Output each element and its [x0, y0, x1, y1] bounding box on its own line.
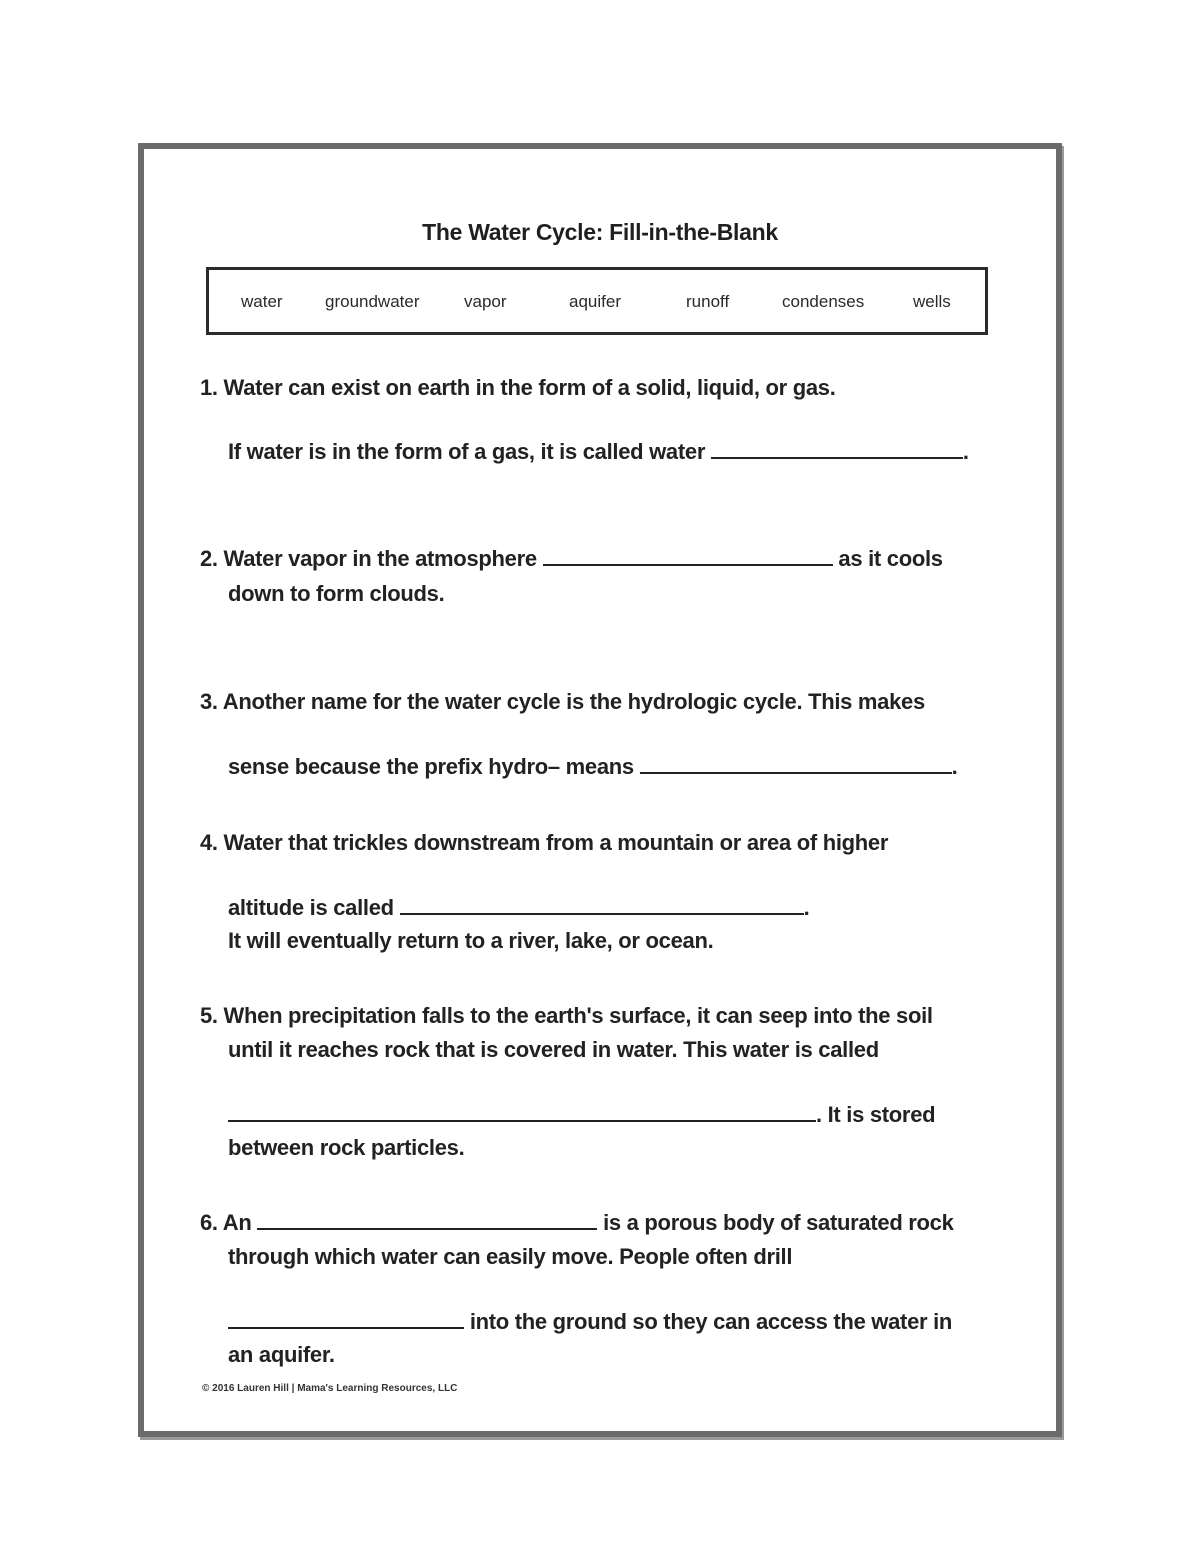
answer-blank-5[interactable] — [228, 1102, 816, 1122]
question-3-text: 3. Another name for the water cycle is the hydrologic cycle. This makes — [200, 689, 925, 714]
question-2-continued: down to form clouds. — [228, 581, 445, 606]
word-bank — [206, 267, 988, 335]
question-6-end: an aquifer. — [228, 1342, 335, 1367]
worksheet-page — [138, 143, 1062, 1437]
question-1-prompt — [228, 439, 969, 465]
question-5-text: 5. When precipitation falls to the earth's surface, it can seep into the soil — [200, 1003, 933, 1028]
word-bank-item: wells — [913, 292, 951, 311]
answer-blank-4[interactable] — [400, 895, 804, 915]
question-1-period: . — [962, 439, 969, 464]
question-2-text-end: as it cools — [838, 546, 943, 571]
word-bank-item: aquifer — [569, 292, 621, 311]
question-6-continued: through which water can easily move. People often drill — [228, 1244, 793, 1269]
question-5-prompt — [228, 1102, 935, 1128]
answer-blank-2[interactable] — [543, 546, 833, 566]
question-6-prompt-text: into the ground so they can access the water in — [469, 1309, 953, 1334]
question-6-text-end: is a porous body of saturated rock — [603, 1210, 954, 1235]
question-3-prompt-text: sense because the prefix hydro– means — [228, 754, 634, 779]
question-4-prompt-text: altitude is called — [228, 895, 394, 920]
question-3-prompt — [228, 754, 957, 780]
question-2-text-start: 2. Water vapor in the atmosphere — [200, 546, 537, 571]
copyright-footer: © 2016 Lauren Hill | Mama's Learning Resources, LLC — [202, 1383, 458, 1394]
word-bank-item: runoff — [686, 292, 730, 311]
question-6-prompt — [228, 1309, 952, 1335]
question-6-text — [200, 1210, 954, 1236]
word-bank-item: condenses — [782, 292, 865, 311]
answer-blank-7[interactable] — [228, 1309, 464, 1329]
question-1-text: 1. Water can exist on earth in the form of a solid, liquid, or gas. — [200, 375, 836, 400]
word-bank-item: groundwater — [325, 292, 420, 311]
word-bank-item: vapor — [464, 292, 507, 311]
answer-blank-6[interactable] — [257, 1210, 597, 1230]
question-6-text-start: 6. An — [200, 1210, 252, 1235]
question-5-prompt-text: . It is stored — [816, 1102, 936, 1127]
answer-blank-1[interactable] — [711, 439, 963, 459]
question-5-end: between rock particles. — [228, 1135, 465, 1160]
worksheet-title: The Water Cycle: Fill-in-the-Blank — [422, 219, 778, 245]
question-3-period: . — [951, 754, 958, 779]
question-1-prompt-text: If water is in the form of a gas, it is called water — [228, 439, 706, 464]
question-2-text — [200, 546, 943, 572]
question-5-continued: until it reaches rock that is covered in water. This water is called — [228, 1037, 879, 1062]
question-4-continued: It will eventually return to a river, lake, or ocean. — [228, 928, 714, 953]
question-4-period: . — [803, 895, 810, 920]
word-bank-item: water — [241, 292, 283, 311]
question-4-text: 4. Water that trickles downstream from a mountain or area of higher — [200, 830, 889, 855]
answer-blank-3[interactable] — [640, 754, 952, 774]
question-4-prompt — [228, 895, 809, 921]
